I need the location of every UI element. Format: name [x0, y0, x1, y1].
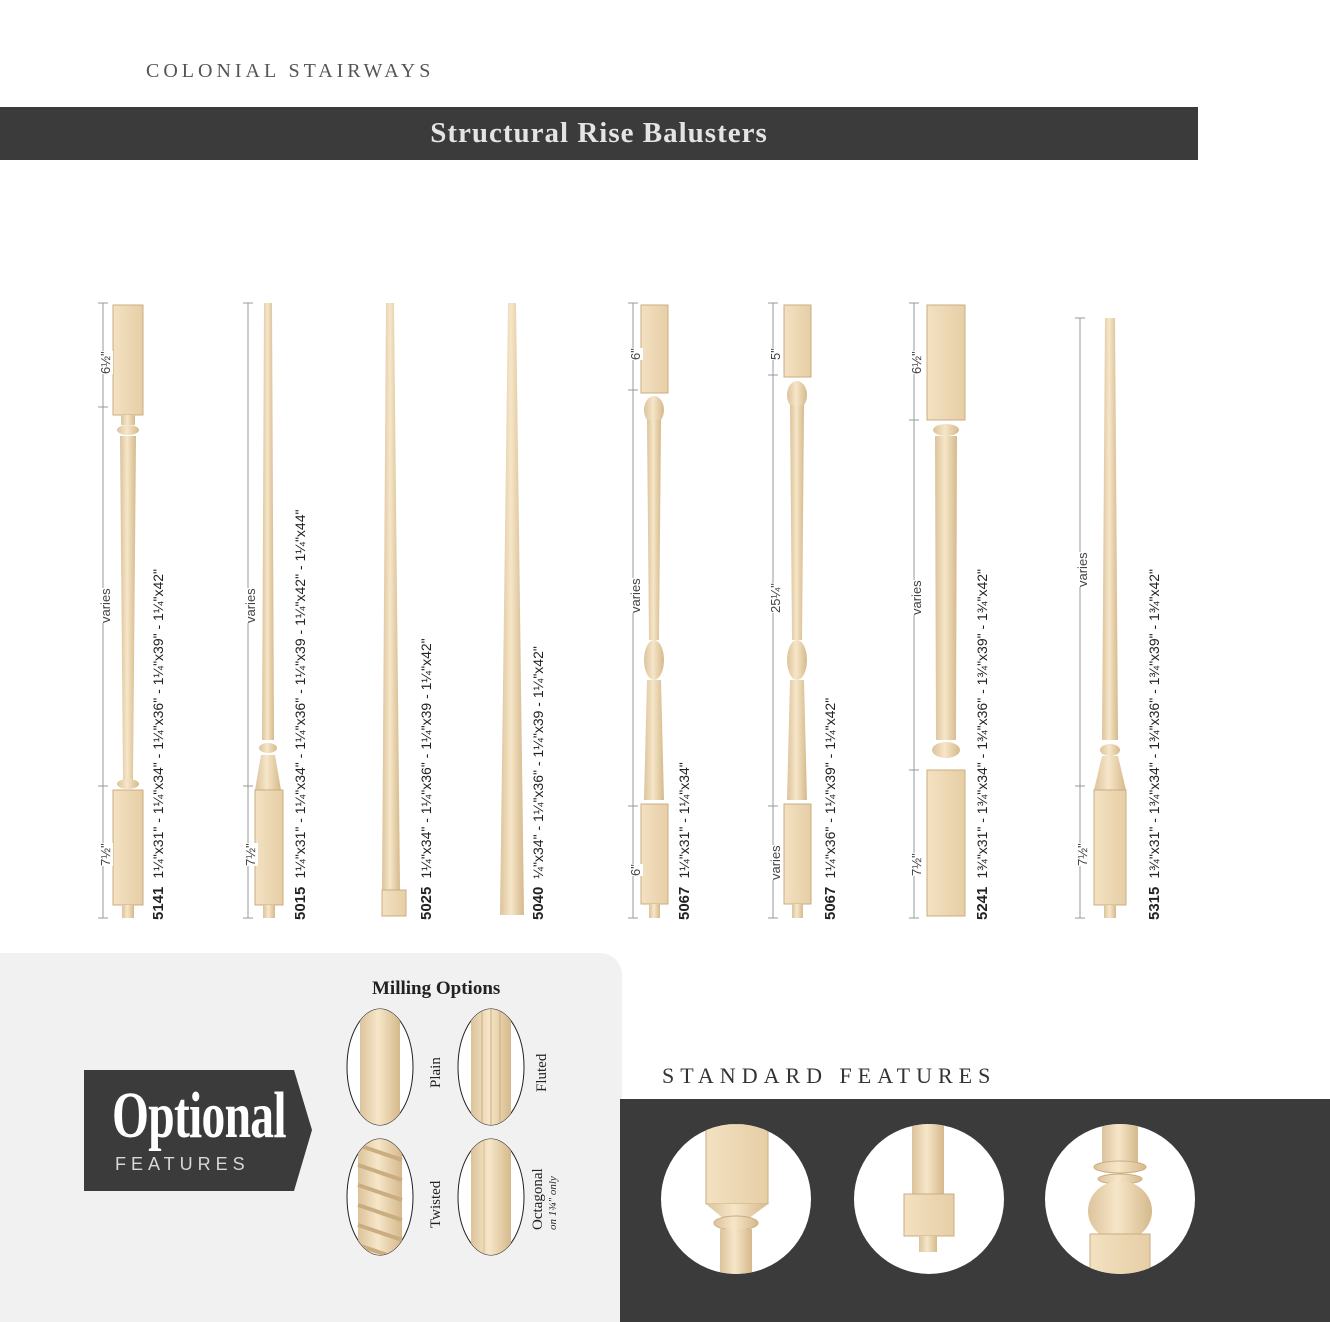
- page-title: Structural Rise Balusters: [430, 117, 768, 149]
- milling-options-title: Milling Options: [372, 978, 501, 999]
- spec-5241: 52411¾"x31" - 1¾"x34" - 1¾"x36" - 1¾"x39" - 1¾"x42": [974, 568, 991, 920]
- standard-feature-1: [661, 1124, 811, 1289]
- dim-mid-5015: varies: [243, 588, 258, 623]
- standard-features-title: STANDARD FEATURES: [662, 1063, 997, 1088]
- milling-plain-label: Plain: [428, 1057, 444, 1088]
- milling-twisted-label: Twisted: [428, 1180, 444, 1228]
- milling-octagonal-swatch: [458, 1135, 524, 1265]
- dim-bottom-5067-a: 6": [628, 864, 643, 876]
- dim-bottom-5067-b: varies: [768, 845, 783, 880]
- milling-fluted-swatch: [458, 1005, 524, 1135]
- dim-top-5067-b: 5": [768, 348, 783, 360]
- dim-bottom-5141: 7½": [98, 843, 113, 866]
- milling-twisted-swatch: [347, 1135, 413, 1265]
- dim-mid-5067-b: 25¼": [768, 583, 783, 613]
- spec-5141: 51411¼"x31" - 1¼"x34" - 1¼"x36" - 1¼"x39" - 1¼"x42": [150, 568, 167, 920]
- optional-badge-subtitle: FEATURES: [115, 1154, 250, 1174]
- baluster-5040: [500, 303, 524, 915]
- dim-mid-5067-a: varies: [628, 578, 643, 613]
- optional-badge-title: Optional: [112, 1079, 286, 1152]
- brand-name: COLONIAL STAIRWAYS: [146, 60, 435, 82]
- dim-top-5241: 6½": [909, 351, 924, 374]
- dim-mid-5241: varies: [909, 580, 924, 615]
- dim-mid-5315: varies: [1075, 552, 1090, 587]
- dim-bottom-5241: 7½": [909, 853, 924, 876]
- dim-top-5067-a: 6": [628, 348, 643, 360]
- milling-plain-swatch: [347, 1005, 413, 1135]
- baluster-5025: [382, 303, 406, 916]
- milling-options-grid: [340, 1005, 560, 1315]
- spec-5067-a: 50671¼"x31" - 1¼"x34": [676, 762, 693, 920]
- dim-mid-5141: varies: [98, 588, 113, 623]
- spec-5040: 5040¼"x34" - 1¼"x36" - 1¼"x39 - 1¼"x42": [530, 646, 547, 920]
- standard-feature-3: [1045, 1124, 1195, 1279]
- standard-features-images: [620, 1099, 1330, 1322]
- milling-fluted-label: Fluted: [534, 1053, 550, 1092]
- baluster-5315: [1075, 318, 1126, 918]
- spec-5067-b: 50671¼"x36" - 1¼"x39" - 1¼"x42": [822, 697, 839, 920]
- spec-5315: 53151¾"x31" - 1¾"x34" - 1¾"x36" - 1¾"x39" - 1¾"x42": [1146, 568, 1163, 920]
- dim-bottom-5315: 7½": [1075, 843, 1090, 866]
- spec-5015: 50151¼"x31" - 1¼"x34" - 1¼"x36" - 1¼"x39 - 1¼"x42" - 1¼"x44": [292, 509, 309, 920]
- spec-5025: 50251¼"x34" - 1¼"x36" - 1¼"x39 - 1¼"x42": [418, 638, 435, 920]
- milling-octagonal-label: Octagonal on 1¾" only: [530, 1168, 559, 1230]
- dim-top-5141: 6½": [98, 351, 113, 374]
- standard-feature-2: [854, 1124, 1004, 1274]
- dim-bottom-5015: 7½": [243, 843, 258, 866]
